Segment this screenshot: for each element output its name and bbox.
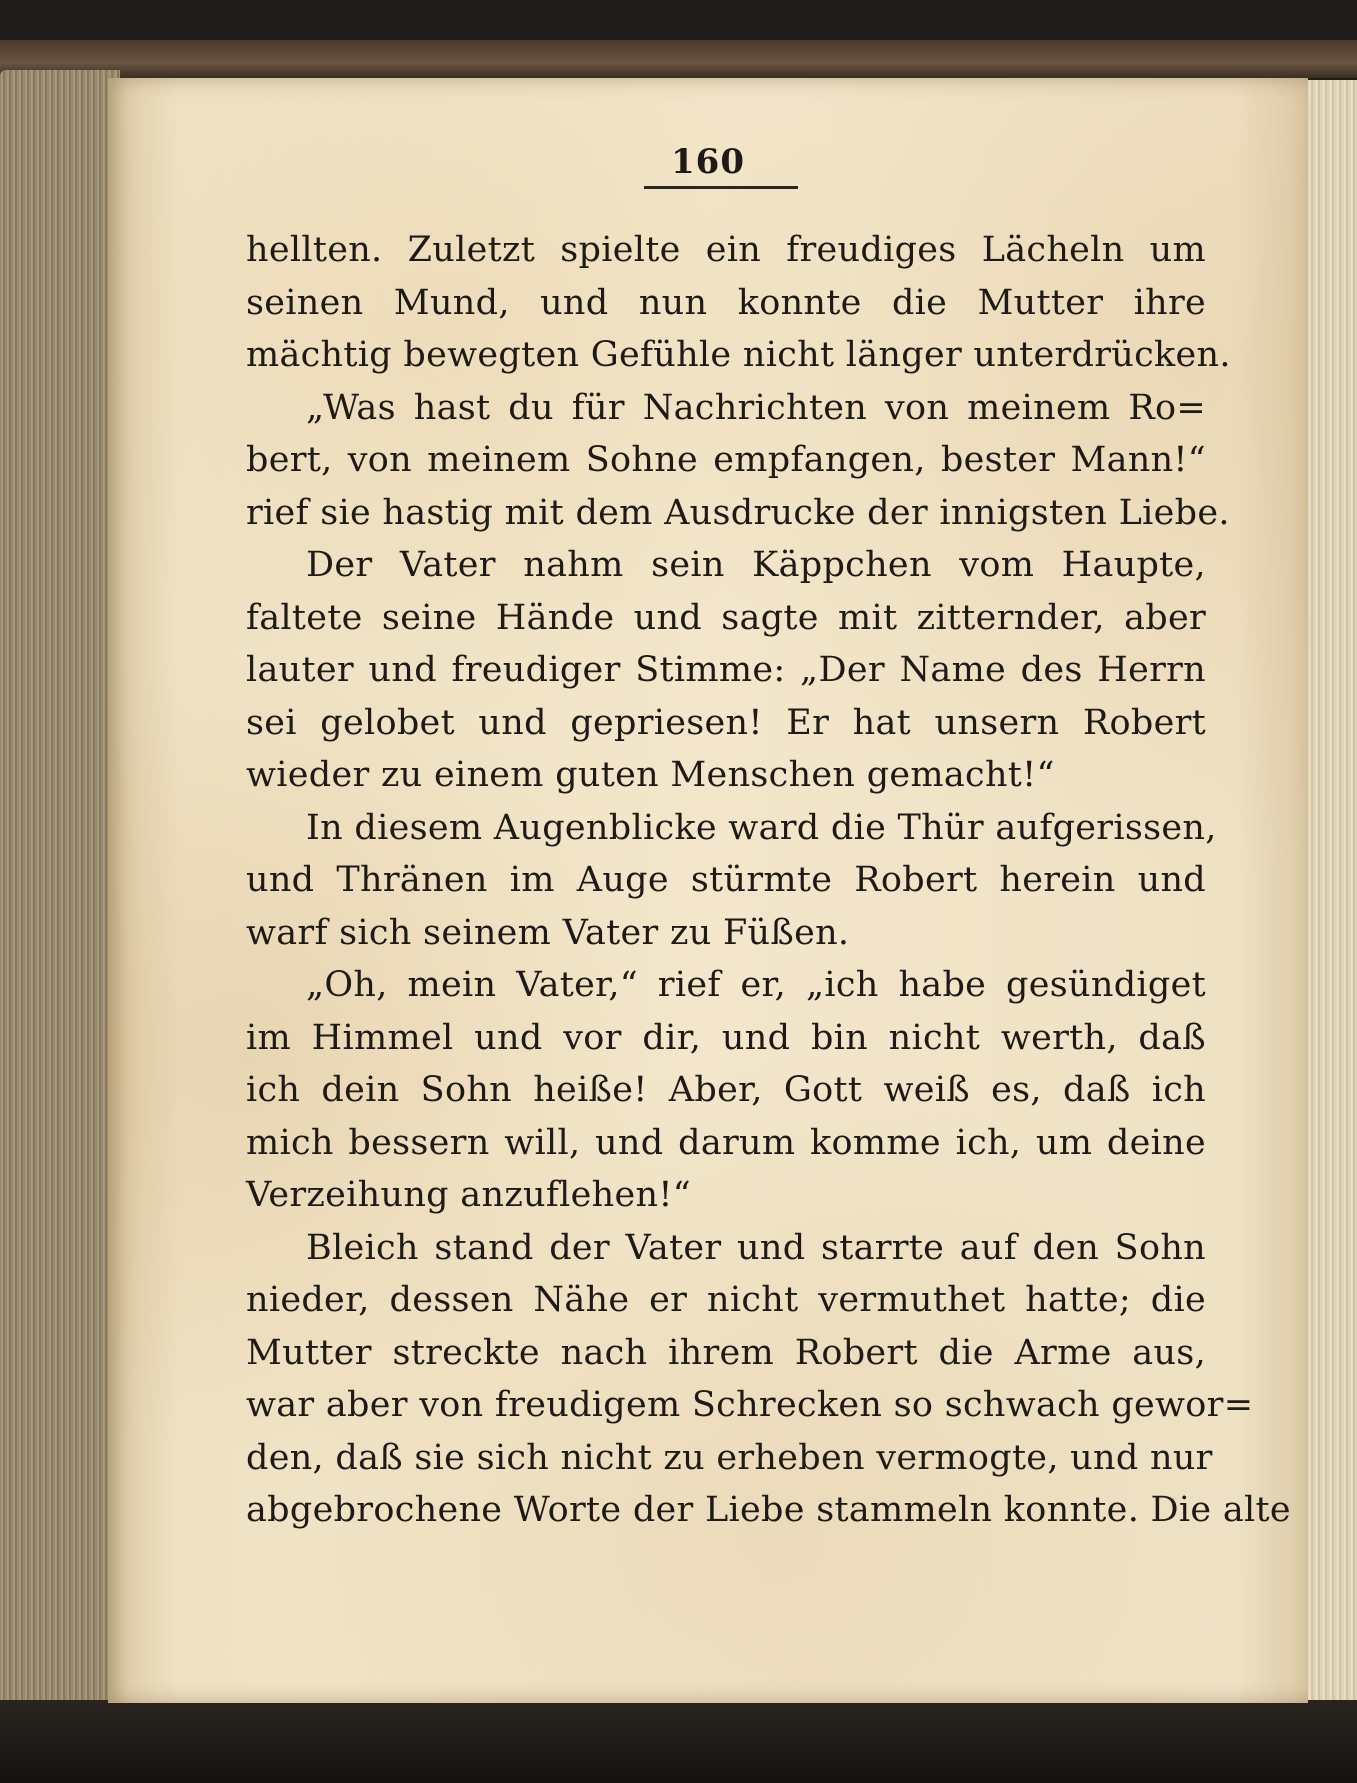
text-line: im Himmel und vor dir, und bin nicht werth, daß <box>246 1017 1206 1058</box>
text-line: bert, von meinem Sohne empfangen, bester Mann!“ <box>246 440 1206 480</box>
text-line: hellten. Zuletzt spielte ein freudiges Lächeln um <box>246 230 1206 270</box>
body-text <box>246 224 1291 1537</box>
text-line: faltete seine Hände und sagte mit zitternder, aber <box>246 597 1206 638</box>
page-number: 160 <box>671 142 745 182</box>
text-line: war aber von freudigem Schrecken so schwach gewor= <box>246 1385 1254 1425</box>
text-line: ich dein Sohn heiße! Aber, Gott weiß es, daß ich <box>246 1070 1206 1110</box>
page-stack-left <box>0 70 120 1710</box>
text-line: Mutter streckte nach ihrem Robert die Arme aus, <box>246 1332 1206 1373</box>
text-line: Verzeihung anzuflehen!“ <box>246 1175 691 1215</box>
text-line: den, daß sie sich nicht zu erheben vermogte, und nur <box>246 1437 1213 1478</box>
text-line: In diesem Augenblicke ward die Thür aufgerissen, <box>306 807 1217 848</box>
text-line: Der Vater nahm sein Käppchen vom Haupte, <box>306 545 1206 585</box>
text-line: mich bessern will, und darum komme ich, um deine <box>246 1122 1206 1163</box>
text-line: rief sie hastig mit dem Ausdrucke der innigsten Liebe. <box>246 492 1230 533</box>
text-line: und Thränen im Auge stürmte Robert herein und <box>246 860 1206 900</box>
book-page <box>108 78 1308 1703</box>
text-line: mächtig bewegten Gefühle nicht länger unterdrücken. <box>246 335 1231 375</box>
text-line: seinen Mund, und nun konnte die Mutter ihre <box>246 282 1206 323</box>
text-line: „Oh, mein Vater,“ rief er, „ich habe gesündiget <box>306 965 1206 1005</box>
text-line: abgebrochene Worte der Liebe stammeln konnte. Die alte <box>246 1490 1291 1530</box>
text-line: warf sich seinem Vater zu Füßen. <box>246 912 850 953</box>
page-stack-right <box>1300 80 1357 1700</box>
text-line: sei gelobet und gepriesen! Er hat unsern Robert <box>246 702 1206 743</box>
text-line: wieder zu einem guten Menschen gemacht!“ <box>246 755 1055 795</box>
text-line: lauter und freudiger Stimme: „Der Name des Herrn <box>246 650 1206 690</box>
text-line: nieder, dessen Nähe er nicht vermuthet hatte; die <box>246 1280 1206 1320</box>
book-cover-bottom-edge <box>0 1700 1357 1783</box>
book-cover-top-edge <box>0 40 1357 78</box>
text-line: „Was hast du für Nachrichten von meinem Ro= <box>306 387 1206 428</box>
text-line: Bleich stand der Vater und starrte auf den Sohn <box>306 1227 1206 1268</box>
page-number-rule <box>644 186 798 189</box>
